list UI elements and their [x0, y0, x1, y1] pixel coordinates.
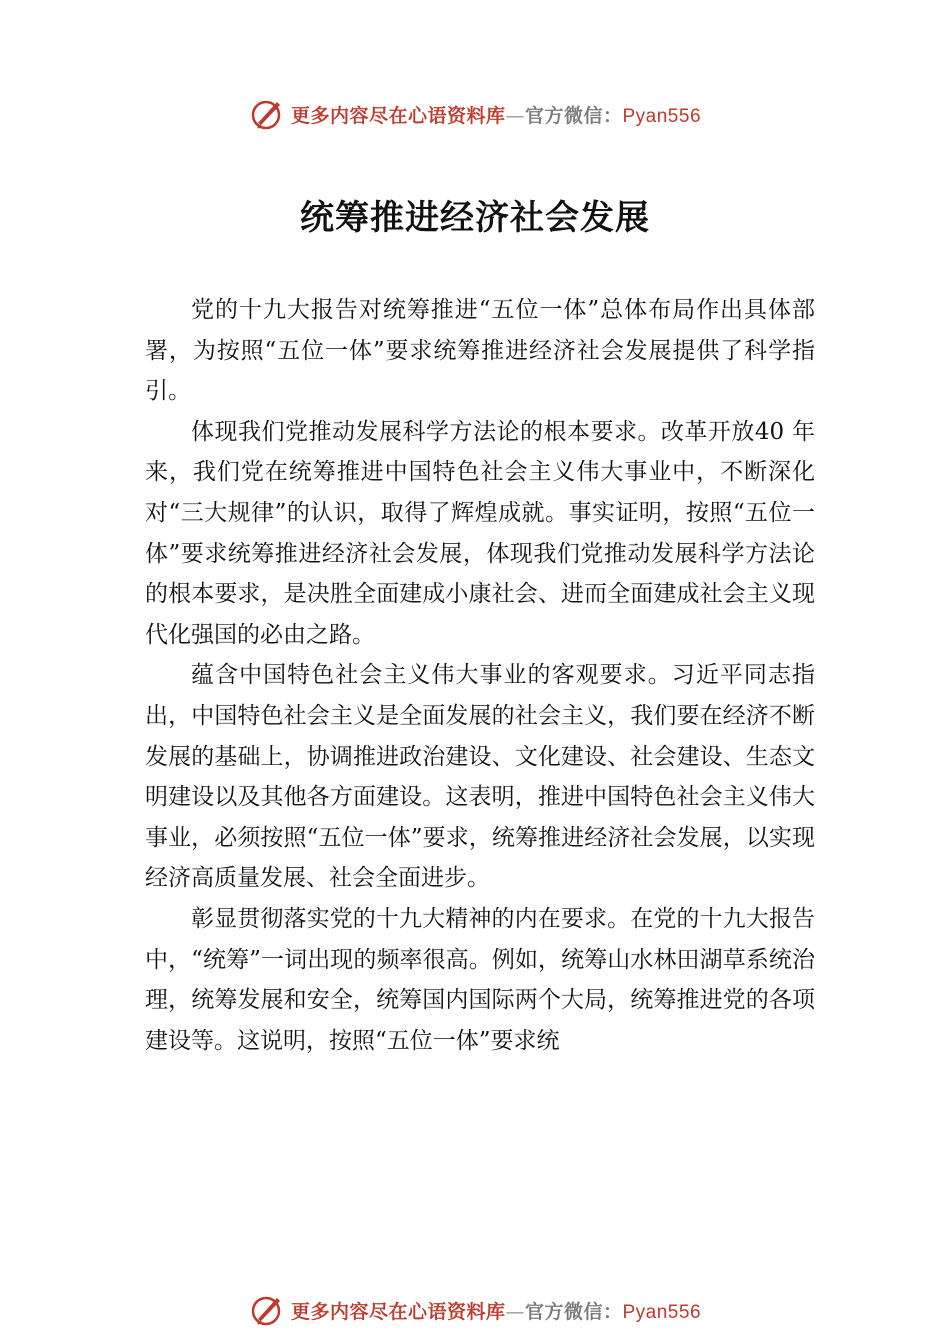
banner-wechat-id: Pyan556 [622, 105, 702, 127]
quill-logo-icon [249, 1292, 285, 1328]
banner-brand: 更多内容尽在心语资料库 [290, 104, 506, 127]
banner-wechat-label: 官方微信： [524, 1300, 623, 1323]
footer-banner [0, 1290, 950, 1330]
paragraph-1: 党的十九大报告对统筹推进“五位一体”总体布局作出具体部署，为按照“五位一体”要求统筹推进经济社会发展提供了科学指引。 [145, 297, 815, 405]
banner-text [291, 1297, 701, 1324]
paragraph-3: 蕴含中国特色社会主义伟大事业的客观要求。习近平同志指出，中国特色社会主义是全面发展的社会主义，我们要在经济不断发展的基础上，协调推进政治建设、文化建设、社会建设、生态文明建设以及其他各方面建设。这表明，推进中国特色社会主义伟大事业，必须按照“五位一体”要求，统筹推进经济社会发展，以实现经济高质量发展、社会全面进步。 [145, 662, 815, 892]
banner-dash: — [505, 1300, 525, 1323]
header-banner [0, 94, 950, 134]
document-body [145, 290, 815, 1061]
banner-wechat-id: Pyan556 [622, 1301, 702, 1323]
quill-logo-icon [249, 96, 285, 132]
banner-dash: — [505, 104, 525, 127]
banner-brand: 更多内容尽在心语资料库 [290, 1300, 506, 1323]
paragraph-2: 体现我们党推动发展科学方法论的根本要求。改革开放40 年来，我们党在统筹推进中国特色社会主义伟大事业中，不断深化对“三大规律”的认识，取得了辉煌成就。事实证明，按照“五位一体”要求统筹推进经济社会发展，体现我们党推动发展科学方法论的根本要求，是决胜全面建成小康社会、进而全面建成社会主义现代化强国的必由之路。 [145, 418, 815, 648]
banner-text [291, 101, 701, 128]
banner-wechat-label: 官方微信： [524, 104, 623, 127]
paragraph-4: 彰显贯彻落实党的十九大精神的内在要求。在党的十九大报告中，“统筹”一词出现的频率很高。例如，统筹山水林田湖草系统治理，统筹发展和安全，统筹国内国际两个大局，统筹推进党的各项建设等。这说明，按照“五位一体”要求统 [145, 905, 815, 1054]
document-title: 统筹推进经济社会发展 [300, 198, 650, 238]
